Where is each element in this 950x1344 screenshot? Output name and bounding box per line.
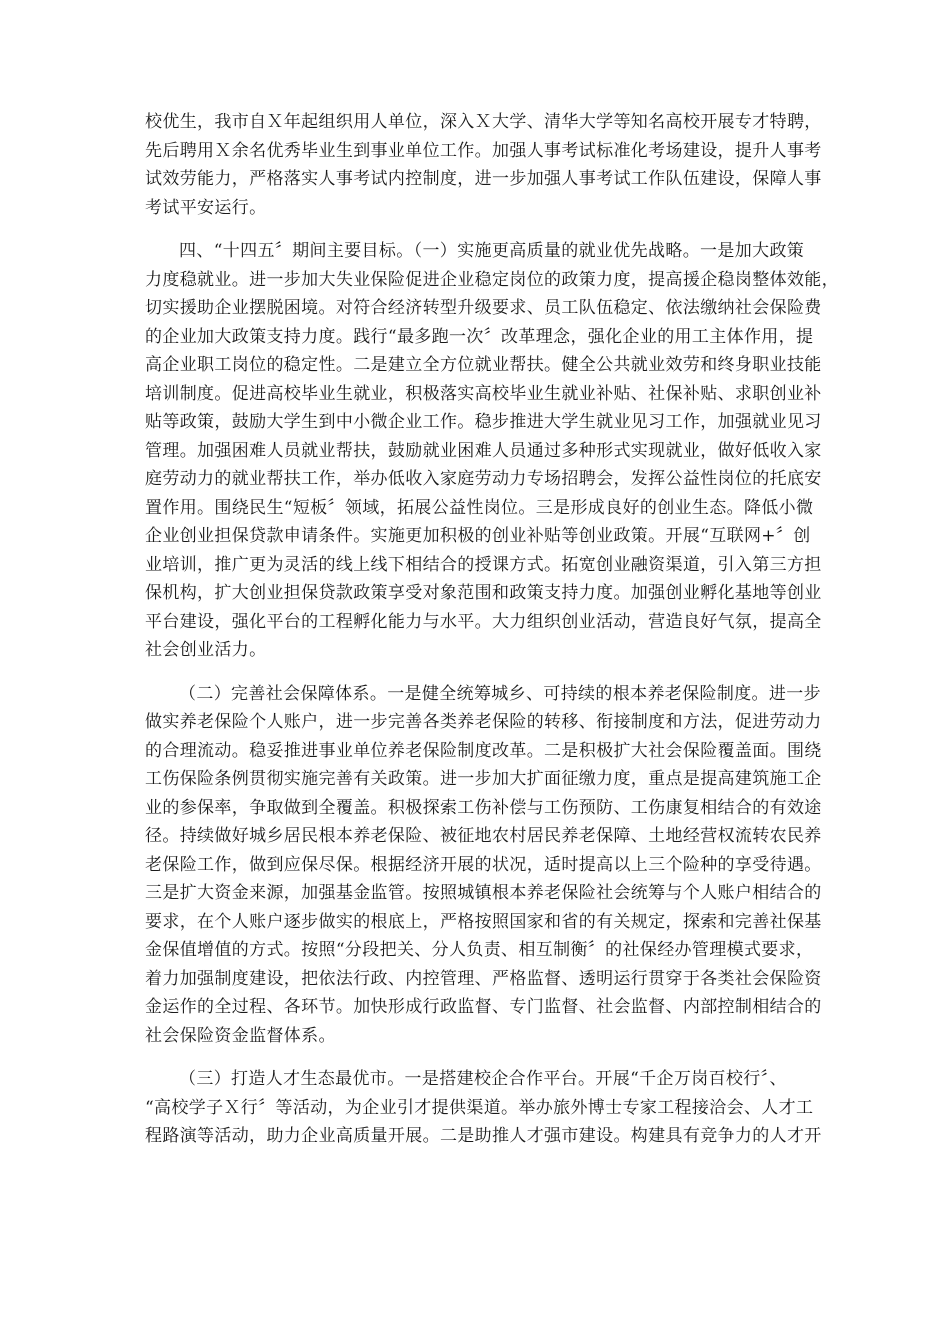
document-page: [145, 108, 839, 1166]
text-line: 工伤保险条例贯彻实施完善有关政策。进一步加大扩面征缴力度，重点是提高建筑施工企: [145, 769, 822, 789]
paragraph-talent-ecology: [145, 1065, 822, 1151]
text-line: 庭劳动力的就业帮扶工作，举办低收入家庭劳动力专场招聘会，发挥公益性岗位的托底安: [145, 469, 822, 489]
text-line: 要求，在个人账户逐步做实的根底上，严格按照国家和省的有关规定，探索和完善社保基: [145, 911, 822, 932]
text-line: 径。持续做好城乡居民根本养老保险、被征地农村居民养老保障、土地经营权流转农民养: [145, 826, 822, 846]
text-line: 平台建设，强化平台的工程孵化能力与水平。大力组织创业活动，营造良好气氛，提高全: [145, 611, 822, 632]
text-line: 企业创业担保贷款申请条件。实施更加积极的创业补贴等创业政策。开展“互联网+〞创: [145, 526, 811, 546]
paragraph-main-goals: [145, 237, 839, 665]
paragraph-social-security: [145, 680, 822, 1051]
text-line: 培训制度。促进高校毕业生就业，积极落实高校毕业生就业补贴、社保补贴、求职创业补: [145, 383, 822, 404]
text-line: 四、“十四五〞期间主要目标。（一）实施更高质量的就业优先战略。一是加大政策: [179, 241, 805, 261]
text-line: 业的参保率，争取做到全覆盖。积极探索工伤补偿与工伤预防、工伤康复相结合的有效途: [145, 797, 822, 818]
text-line: 保机构，扩大创业担保贷款政策享受对象范围和政策支持力度。加强创业孵化基地等创业: [145, 583, 822, 603]
text-line: 金保值增值的方式。按照“分段把关、分人负责、相互制衡〞的社保经办管理模式要求，: [145, 940, 814, 960]
text-line: 业培训，推广更为灵活的线上线下相结合的授课方式。拓宽创业融资渠道，引入第三方担: [145, 554, 822, 575]
text-line: 贴等政策，鼓励大学生到中小微企业工作。稳步推进大学生就业见习工作，加强就业见习: [145, 412, 822, 432]
text-line: （三）打造人才生态最优市。一是搭建校企合作平台。开展“千企万岗百校行〞、: [179, 1069, 787, 1089]
paragraph-continuation: [145, 108, 822, 222]
text-line: 管理。加强困难人员就业帮扶，鼓励就业困难人员通过多种形式实现就业，做好低收入家: [145, 440, 822, 461]
text-line: 高企业职工岗位的稳定性。二是建立全方位就业帮扶。健全公共就业效劳和终身职业技能: [145, 355, 822, 375]
text-line: 的企业加大政策支持力度。践行“最多跑一次〞改革理念，强化企业的用工主体作用，提: [145, 326, 814, 347]
text-line: （二）完善社会保障体系。一是健全统筹城乡、可持续的根本养老保险制度。进一步: [179, 683, 821, 704]
text-line: 社会保险资金监督体系。: [145, 1025, 336, 1046]
text-line: 做实养老保险个人账户，进一步完善各类养老保险的转移、衔接制度和方法，促进劳动力: [145, 712, 822, 732]
text-line: 置作用。围绕民生“短板〞领域，拓展公益性岗位。三是形成良好的创业生态。降低小微: [145, 497, 814, 518]
text-line: 三是扩大资金来源，加强基金监管。按照城镇根本养老保险社会统筹与个人账户相结合的: [145, 883, 822, 903]
text-line: 力度稳就业。进一步加大失业保险促进企业稳定岗位的政策力度，提高援企稳岗整体效能，: [145, 269, 839, 290]
text-line: 试效劳能力，严格落实人事考试内控制度，进一步加强人事考试工作队伍建设，保障人事: [145, 169, 822, 189]
text-line: 的合理流动。稳妥推进事业单位养老保险制度改革。二是积极扩大社会保险覆盖面。围绕: [145, 740, 822, 761]
text-line: 着力加强制度建设，把依法行政、内控管理、严格监督、透明运行贯穿于各类社会保险资: [145, 968, 822, 989]
text-line: 先后聘用Ｘ余名优秀毕业生到事业单位工作。加强人事考试标准化考场建设，提升人事考: [145, 140, 822, 161]
text-line: 考试平安运行。: [145, 197, 267, 218]
text-line: 老保险工作，做到应保尽保。根据经济开展的状况，适时提高以上三个险种的享受待遇。: [145, 854, 822, 875]
text-line: 校优生，我市自Ｘ年起组织用人单位，深入Ｘ大学、清华大学等知名高校开展专才特聘，: [145, 112, 822, 132]
text-line: 程路演等活动，助力企业高质量开展。二是助推人才强市建设。构建具有竞争力的人才开: [145, 1126, 822, 1146]
text-line: “高校学子Ｘ行〞等活动，为企业引才提供渠道。举办旅外博士专家工程接洽会、人才工: [145, 1097, 814, 1118]
text-line: 社会创业活力。: [145, 640, 267, 660]
text-line: 金运作的全过程、各环节。加快形成行政监督、专门监督、社会监督、内部控制相结合的: [145, 997, 822, 1017]
text-line: 切实援助企业摆脱困境。对符合经济转型升级要求、员工队伍稳定、依法缴纳社会保险费: [145, 298, 822, 318]
